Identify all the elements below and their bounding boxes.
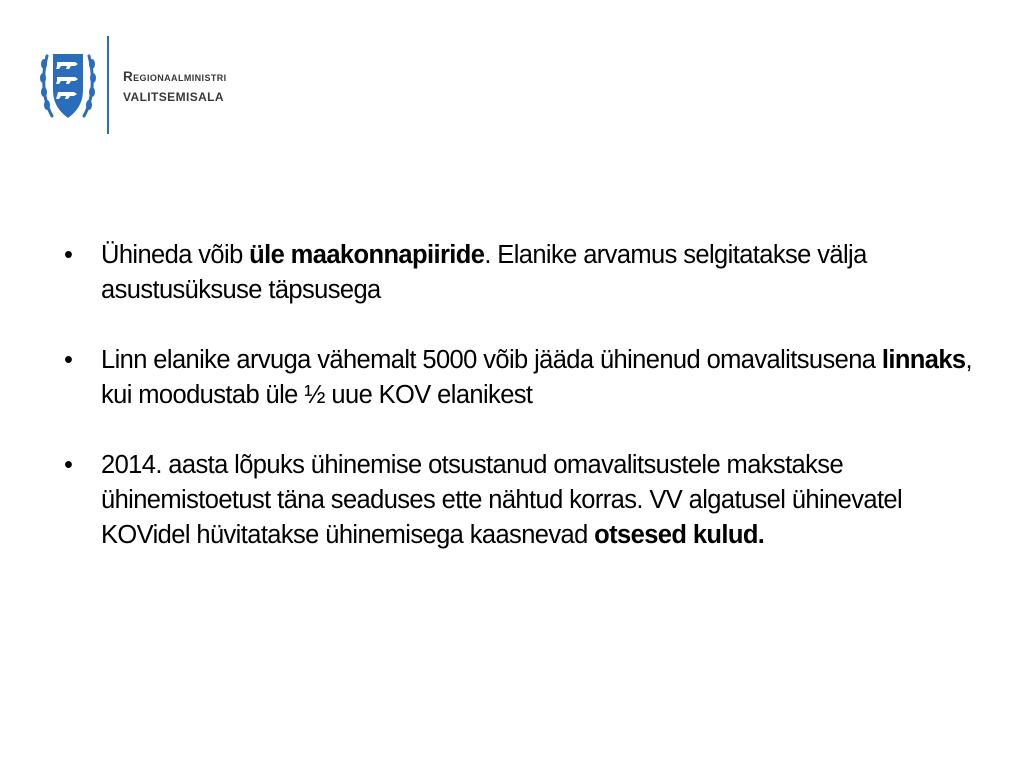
bullet-list — [64, 238, 984, 553]
bullet-text: Ühineda võib — [101, 241, 250, 269]
bullet-text: Linn elanike arvuga vähemalt 5000 võib jääda ühinenud omavalitsusena — [101, 346, 882, 374]
bullet-icon: • — [64, 241, 73, 269]
bullet-emphasis: üle maakonnapiiride — [249, 241, 485, 269]
bullet-emphasis: linnaks — [881, 346, 966, 374]
bullet-text: , kui moodustab üle ½ uue KOV elanikest — [101, 346, 973, 409]
organization-name — [123, 66, 227, 108]
bullet-item — [64, 448, 984, 553]
bullet-text: 2014. aasta lõpuks ühinemise otsustanud omavalitsustele makstakse ühinemistoetust täna seaduses ette nähtud korras. VV algatusel ühinevatel KOVidel hüvitatakse ühinemisega kaasnevad — [101, 451, 903, 549]
logo-divider — [107, 36, 109, 134]
bullet-item — [64, 343, 984, 413]
bullet-item — [64, 238, 984, 308]
bullet-emphasis: otsesed kulud. — [594, 521, 765, 549]
bullet-icon: • — [64, 451, 73, 479]
organization-name-line2: VALITSEMISALA — [123, 90, 224, 104]
estonian-coat-of-arms-icon — [40, 50, 96, 122]
bullet-text: . Elanike arvamus selgitatakse välja asustusüksuse täpsusega — [101, 241, 867, 304]
organization-name-line1: Regionaalministri — [123, 69, 227, 84]
bullet-icon: • — [64, 346, 73, 374]
